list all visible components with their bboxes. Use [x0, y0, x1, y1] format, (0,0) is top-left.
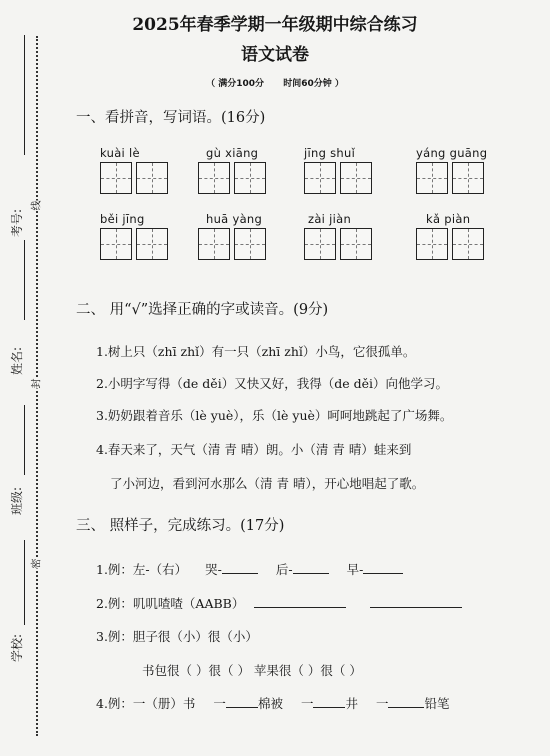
question-3-task: 书包很（ ）很（ ） 苹果很（ ）很（ ） — [142, 663, 362, 678]
writing-box[interactable] — [304, 162, 336, 194]
question-1-b: 后- — [275, 562, 293, 577]
word-pinyin: kuài lè — [100, 146, 140, 160]
question-1-a: 哭- — [205, 562, 222, 577]
word-pinyin: huā yàng — [206, 212, 263, 226]
question-4-a-prefix: 一 — [213, 696, 226, 711]
answer-blank[interactable] — [388, 695, 424, 708]
name-label: 姓名: — [10, 346, 24, 375]
question-item: 3.奶奶跟着音乐（lè yuè），乐（lè yuè）呵呵地跳起了广场舞。 — [96, 408, 453, 423]
answer-blank[interactable] — [254, 595, 346, 608]
question-4-a-noun: 棉被 — [257, 696, 283, 711]
section2-heading: 二、 用“√”选择正确的字或读音。(9分) — [76, 302, 329, 318]
writing-box[interactable] — [416, 162, 448, 194]
question-4-c-noun: 铅笔 — [424, 696, 450, 711]
school-line[interactable] — [24, 540, 25, 625]
question-1-example: 1.例：左-（右） — [96, 562, 188, 577]
word-pinyin: kǎ piàn — [426, 212, 471, 226]
class-label: 班级: — [10, 486, 24, 515]
school-label: 学校: — [10, 633, 24, 662]
name-line[interactable] — [24, 240, 25, 320]
question-4-b-noun: 井 — [345, 696, 358, 711]
question-item: 了小河边，看到河水那么（清 青 晴），开心地唱起了歌。 — [110, 476, 425, 491]
word-pinyin: běi jīng — [100, 212, 145, 226]
answer-blank[interactable] — [226, 695, 258, 708]
question-item: 1.树上只（zhī zhǐ）有一只（zhī zhǐ）小鸟，它很孤单。 — [96, 344, 416, 359]
writing-box[interactable] — [340, 228, 372, 260]
writing-box[interactable] — [234, 228, 266, 260]
binding-strip — [0, 0, 60, 756]
answer-blank[interactable] — [313, 695, 345, 708]
question-3: 3.例：胆子很（小）很（小） — [96, 629, 258, 644]
binding-mark-seal: 封 — [28, 379, 43, 389]
question-4-example: 4.例：一（册）书 — [96, 696, 196, 711]
answer-blank[interactable] — [293, 561, 329, 574]
question-2-example: 2.例：叽叽喳喳（AABB） — [96, 596, 245, 611]
binding-mark-line: 线 — [28, 201, 43, 211]
section3-heading: 三、 照样子，完成练习。(17分) — [76, 518, 285, 534]
writing-box[interactable] — [416, 228, 448, 260]
question-4-c-prefix: 一 — [375, 696, 389, 711]
writing-box[interactable] — [136, 228, 168, 260]
question-4-b-prefix: 一 — [300, 696, 314, 711]
writing-box[interactable] — [304, 228, 336, 260]
writing-box[interactable] — [100, 228, 132, 260]
exam-number-label: 考号: — [10, 208, 24, 237]
answer-blank[interactable] — [363, 561, 403, 574]
question-1 — [96, 560, 403, 578]
writing-box[interactable] — [234, 162, 266, 194]
writing-box[interactable] — [136, 162, 168, 194]
exam-info — [0, 76, 550, 89]
writing-box[interactable] — [100, 162, 132, 194]
writing-box[interactable] — [198, 228, 230, 260]
time-info: 时间60分钟 ） — [283, 79, 344, 89]
writing-box[interactable] — [340, 162, 372, 194]
question-item: 2.小明字写得（de děi）又快又好，我得（de děi）向他学习。 — [96, 376, 448, 391]
question-1-c: 早- — [346, 562, 364, 577]
word-pinyin: zài jiàn — [308, 212, 352, 226]
section1-heading: 一、看拼音，写词语。(16分) — [76, 110, 266, 126]
word-pinyin: yáng guāng — [416, 146, 488, 160]
score-info: （ 满分100分 — [206, 79, 265, 89]
writing-box[interactable] — [452, 228, 484, 260]
exam-title: 2025年春季学期一年级期中综合练习 — [132, 15, 418, 35]
answer-blank[interactable] — [222, 561, 258, 574]
question-item: 4.春天来了，天气（清 青 晴）朗。小（清 青 晴）蛙来到 — [96, 442, 412, 457]
word-pinyin: gù xiāng — [206, 146, 259, 160]
class-line[interactable] — [24, 405, 25, 475]
word-pinyin: jīng shuǐ — [304, 146, 356, 160]
question-4 — [96, 694, 449, 712]
answer-blank[interactable] — [370, 595, 462, 608]
question-2 — [96, 594, 462, 612]
writing-box[interactable] — [198, 162, 230, 194]
binding-mark-close: 密 — [28, 559, 43, 569]
exam-subject: 语文试卷 — [241, 45, 309, 65]
writing-box[interactable] — [452, 162, 484, 194]
